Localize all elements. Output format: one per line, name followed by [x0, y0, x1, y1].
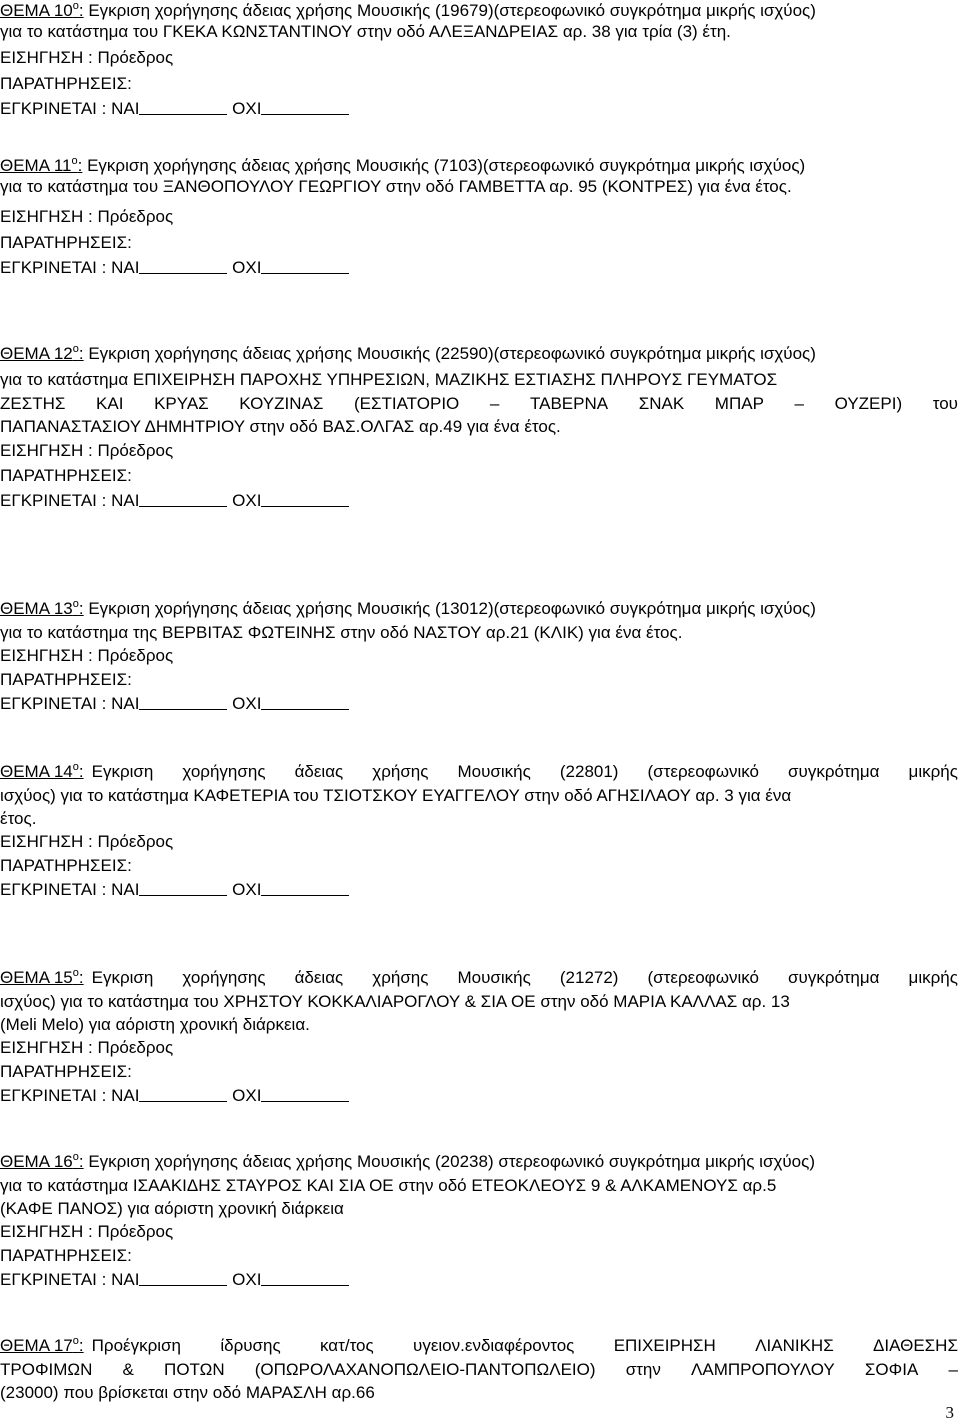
eisigisi-label: ΕΙΣΗΓΗΣΗ : Πρόεδρος: [0, 832, 174, 851]
approval-line: ΕΓΚΡΙΝΕΤΑΙ : ΝΑΙ ΟΧΙ: [0, 879, 349, 900]
item-heading: ΘΕΜΑ $12^o$:: [0, 343, 84, 363]
item-heading: ΘΕΜΑ $15^o$:: [0, 967, 84, 987]
yes-blank: [139, 880, 227, 896]
paratiriseis-label: ΠΑΡΑΤΗΡΗΣΕΙΣ:: [0, 1246, 132, 1265]
item-heading: ΘΕΜΑ $11^o$:: [0, 155, 83, 175]
paratiriseis-label: ΠΑΡΑΤΗΡΗΣΕΙΣ:: [0, 1062, 132, 1081]
item-14-line-1: [0, 761, 958, 782]
item-17-line-1: [0, 1335, 958, 1356]
approval-line: ΕΓΚΡΙΝΕΤΑΙ : ΝΑΙ ΟΧΙ: [0, 1085, 349, 1106]
page-number: 3: [945, 1403, 954, 1422]
yes-blank: [139, 694, 227, 710]
item-16-line-1: ΘΕΜΑ $16^o$: Εγκριση χορήγησης άδειας χρήσης Μουσικής (20238) στερεοφωνικό συγκρότημα μικρής ισχύος): [0, 1151, 815, 1171]
eisigisi-label: ΕΙΣΗΓΗΣΗ : Πρόεδρος: [0, 1222, 174, 1241]
item-15-line-3: (Meli Melo) για αόριστη χρονική διάρκεια.: [0, 1015, 310, 1034]
yes-blank: [139, 491, 227, 507]
item-14-line-1-text: Εγκριση χορήγησης άδειας χρήσης Μουσικής (22801) (στερεοφωνικό συγκρότημα μικρής: [91, 762, 958, 781]
approval-line: ΕΓΚΡΙΝΕΤΑΙ : ΝΑΙ ΟΧΙ: [0, 693, 349, 714]
item-heading: ΘΕΜΑ $14^o$:: [0, 761, 84, 781]
item-12-line-4: ΠΑΠΑΝΑΣΤΑΣΙΟΥ ΔΗΜΗΤΡΙΟΥ στην οδό ΒΑΣ.ΟΛΓΑΣ αρ.49 για ένα έτος.: [0, 417, 561, 436]
item-11-line-2: για το κατάστημα του ΞΑΝΘΟΠΟΥΛΟΥ ΓΕΩΡΓΙΟΥ στην οδό ΓΑΜΒΕΤΤΑ αρ. 95 (ΚΟΝΤΡΕΣ) για ένα έτος.: [0, 177, 792, 196]
paratiriseis-label: ΠΑΡΑΤΗΡΗΣΕΙΣ:: [0, 233, 132, 252]
item-17-line-1-text: Προέγκριση ίδρυσης κατ/τος υγειον.ενδιαφέροντος ΕΠΙΧΕΙΡΗΣΗ ΛΙΑΝΙΚΗΣ ΔΙΑΘΕΣΗΣ: [91, 1336, 958, 1355]
eisigisi-label: ΕΙΣΗΓΗΣΗ : Πρόεδρος: [0, 1038, 174, 1057]
yes-blank: [139, 1270, 227, 1286]
eisigisi-label: ΕΙΣΗΓΗΣΗ : Πρόεδρος: [0, 646, 174, 665]
yes-blank: [139, 99, 227, 115]
paratiriseis-label: ΠΑΡΑΤΗΡΗΣΕΙΣ:: [0, 466, 132, 485]
no-blank: [261, 491, 349, 507]
paratiriseis-label: ΠΑΡΑΤΗΡΗΣΕΙΣ:: [0, 670, 132, 689]
paratiriseis-label: ΠΑΡΑΤΗΡΗΣΕΙΣ:: [0, 856, 132, 875]
item-11-line-1: ΘΕΜΑ $11^o$: Εγκριση χορήγησης άδειας χρήσης Μουσικής (7103)(στερεοφωνικό συγκρότημα μικρής ισχύος): [0, 155, 806, 175]
item-12-line-3: ΖΕΣΤΗΣ ΚΑΙ ΚΡΥΑΣ ΚΟΥΖΙΝΑΣ (ΕΣΤΙΑΤΟΡΙΟ – ΤΑΒΕΡΝΑ ΣΝΑΚ ΜΠΑΡ – ΟΥΖΕΡΙ) του: [0, 394, 958, 413]
approval-line: ΕΓΚΡΙΝΕΤΑΙ : ΝΑΙ ΟΧΙ: [0, 257, 349, 278]
no-blank: [261, 99, 349, 115]
no-blank: [261, 1086, 349, 1102]
eisigisi-label: ΕΙΣΗΓΗΣΗ : Πρόεδρος: [0, 48, 174, 67]
item-heading: ΘΕΜΑ $13^o$:: [0, 598, 84, 618]
item-12-line-1: ΘΕΜΑ $12^o$: Εγκριση χορήγησης άδειας χρήσης Μουσικής (22590)(στερεοφωνικό συγκρότημα μικρής ισχύος): [0, 343, 816, 363]
item-heading: ΘΕΜΑ $17^o$:: [0, 1335, 84, 1355]
no-blank: [261, 694, 349, 710]
no-blank: [261, 880, 349, 896]
approval-line: ΕΓΚΡΙΝΕΤΑΙ : ΝΑΙ ΟΧΙ: [0, 490, 349, 511]
no-blank: [261, 1270, 349, 1286]
item-12-line-2: για το κατάστημα ΕΠΙΧΕΙΡΗΣΗ ΠΑΡΟΧΗΣ ΥΠΗΡΕΣΙΩΝ, ΜΑΖΙΚΗΣ ΕΣΤΙΑΣΗΣ ΠΛΗΡΟΥΣ ΓΕΥΜΑΤΟΣ: [0, 370, 778, 389]
item-17-line-2: ΤΡΟΦΙΜΩΝ & ΠΟΤΩΝ (ΟΠΩΡΟΛΑΧΑΝΟΠΩΛΕΙΟ-ΠΑΝΤΟΠΩΛΕΙΟ) στην ΛΑΜΠΡΟΠΟΥΛΟΥ ΣΟΦΙΑ –: [0, 1360, 958, 1379]
item-15-line-2: ισχύος) για το κατάστημα του ΧΡΗΣΤΟΥ ΚΟΚΚΑΛΙΑΡΟΓΛΟΥ & ΣΙΑ ΟΕ στην οδό ΜΑΡΙΑ ΚΑΛΛΑΣ αρ. 13: [0, 992, 790, 1011]
no-blank: [261, 258, 349, 274]
item-15-line-1: [0, 967, 958, 988]
approval-line: ΕΓΚΡΙΝΕΤΑΙ : ΝΑΙ ΟΧΙ: [0, 1269, 349, 1290]
eisigisi-label: ΕΙΣΗΓΗΣΗ : Πρόεδρος: [0, 441, 174, 460]
item-17-line-3: (23000) που βρίσκεται στην οδό ΜΑΡΑΣΛΗ αρ.66: [0, 1383, 375, 1402]
eisigisi-label: ΕΙΣΗΓΗΣΗ : Πρόεδρος: [0, 207, 174, 226]
yes-blank: [139, 258, 227, 274]
item-10-line-2: για το κατάστημα του ΓΚΕΚΑ ΚΩΝΣΤΑΝΤΙΝΟΥ στην οδό ΑΛΕΞΑΝΔΡΕΙΑΣ αρ. 38 για τρία (3) έτη.: [0, 22, 731, 41]
item-13-line-1: ΘΕΜΑ $13^o$: Εγκριση χορήγησης άδειας χρήσης Μουσικής (13012)(στερεοφωνικό συγκρότημα μικρής ισχύος): [0, 598, 816, 618]
item-heading: ΘΕΜΑ $16^o$:: [0, 1151, 84, 1171]
yes-blank: [139, 1086, 227, 1102]
item-heading: ΘΕΜΑ $10^o$:: [0, 0, 84, 20]
item-14-line-3: έτος.: [0, 809, 37, 828]
item-14-line-2: ισχύος) για το κατάστημα ΚΑΦΕΤΕΡΙΑ του ΤΣΙΟΤΣΚΟΥ ΕΥΑΓΓΕΛΟΥ στην οδό ΑΓΗΣΙΛΑΟΥ αρ. 3 για ένα: [0, 786, 792, 805]
approval-line: ΕΓΚΡΙΝΕΤΑΙ : ΝΑΙ ΟΧΙ: [0, 98, 349, 119]
item-16-line-2: για το κατάστημα ΙΣΑΑΚΙΔΗΣ ΣΤΑΥΡΟΣ ΚΑΙ ΣΙΑ ΟΕ στην οδό ΕΤΕΟΚΛΕΟΥΣ 9 & ΑΛΚΑΜΕΝΟΥΣ αρ.5: [0, 1176, 777, 1195]
item-10-line-1: ΘΕΜΑ $10^o$: Εγκριση χορήγησης άδειας χρήσης Μουσικής (19679)(στερεοφωνικό συγκρότημα μικρής ισχύος): [0, 0, 816, 20]
item-13-line-2: για το κατάστημα της ΒΕΡΒΙΤΑΣ ΦΩΤΕΙΝΗΣ στην οδό ΝΑΣΤΟΥ αρ.21 (ΚΛΙΚ) για ένα έτος.: [0, 623, 683, 642]
item-16-line-3: (ΚΑΦΕ ΠΑΝΟΣ) για αόριστη χρονική διάρκεια: [0, 1199, 344, 1218]
item-15-line-1-text: Εγκριση χορήγησης άδειας χρήσης Μουσικής (21272) (στερεοφωνικό συγκρότημα μικρής: [91, 968, 958, 987]
paratiriseis-label: ΠΑΡΑΤΗΡΗΣΕΙΣ:: [0, 74, 132, 93]
